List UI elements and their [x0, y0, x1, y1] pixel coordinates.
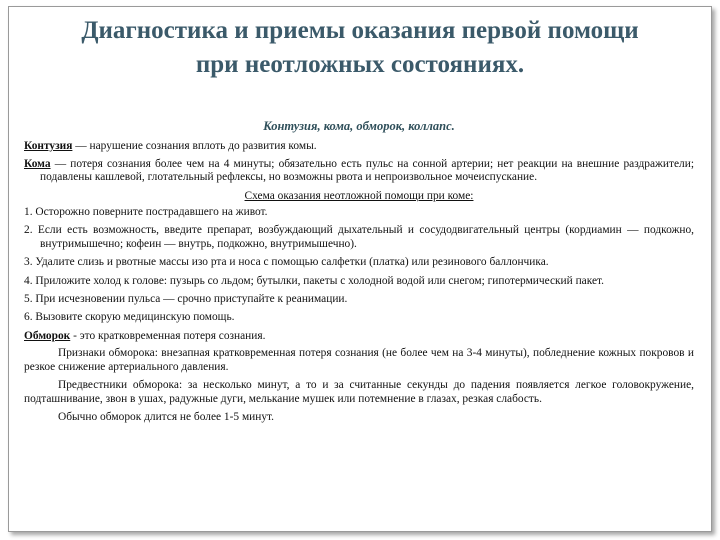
coma-definition [24, 158, 694, 185]
contusion-term: Контузия [24, 140, 73, 153]
step-item: 1. Осторожно поверните пострадавшего на живот. [24, 206, 268, 219]
fainting-term: Обморок [24, 329, 71, 342]
fainting-definition [24, 330, 694, 343]
step-item: 6. Вызовите скорую медицинскую помощь. [24, 311, 235, 324]
step-item: 3. Удалите слизь и рвотные массы изо рта и носа с помощью салфетки (платка) или резинового баллончика. [24, 256, 549, 269]
contusion-definition [24, 140, 694, 153]
scheme-heading: Схема оказания неотложной помощи при коме: [244, 189, 474, 202]
step-item: 2. Если есть возможность, введите препарат, возбуждающий дыхательный и сосудодвигательный центры (кордиамин — подкожно, внутримышечно; кофеин — внутрь, подкожно, внутримышечно). [24, 224, 694, 250]
fainting-text: - это кратковременная потеря сознания. [70, 329, 266, 342]
coma-term: Кома [24, 157, 51, 170]
subtitle: Контузия, кома, обморок, коллапс. [263, 119, 455, 133]
fainting-precursors: Предвестники обморока: за несколько минут, а то и за считанные секунды до падения появляется легкое головокружение, подташнивание, звон в ушах, радужные дуги, мелькание мушек или потемнение в глазах, резкая слабость. [24, 379, 694, 405]
step-item: 4. Приложите холод к голове: пузырь со льдом; бутылки, пакеты с холодной водой или снегом; гипотермический пакет. [24, 274, 605, 287]
title-line-1: Диагностика и приемы оказания первой помощи [81, 17, 639, 44]
slide-content [24, 120, 694, 429]
fainting-signs: Признаки обморока: внезапная кратковременная потеря сознания (не более чем на 3-4 минуты), побледнение кожных покровов и резкое снижение артериального давления. [24, 347, 694, 373]
fainting-duration: Обычно обморок длится не более 1-5 минут. [58, 410, 275, 423]
title-line-2: при неотложных состояниях. [195, 51, 525, 78]
step-item: 5. При исчезновении пульса — срочно приступайте к реанимации. [24, 293, 348, 306]
slide-title [0, 14, 720, 82]
coma-text: — потеря сознания более чем на 4 минуты; обязательно есть пульс на сонной артерии; нет реакции на внешние раздражители; подавлены кашлевой, глотательный рефлексы, но возможны рвота и непроизвольное мочеиспускание. [40, 157, 694, 184]
contusion-text: — нарушение сознания вплоть до развития комы. [72, 140, 317, 153]
